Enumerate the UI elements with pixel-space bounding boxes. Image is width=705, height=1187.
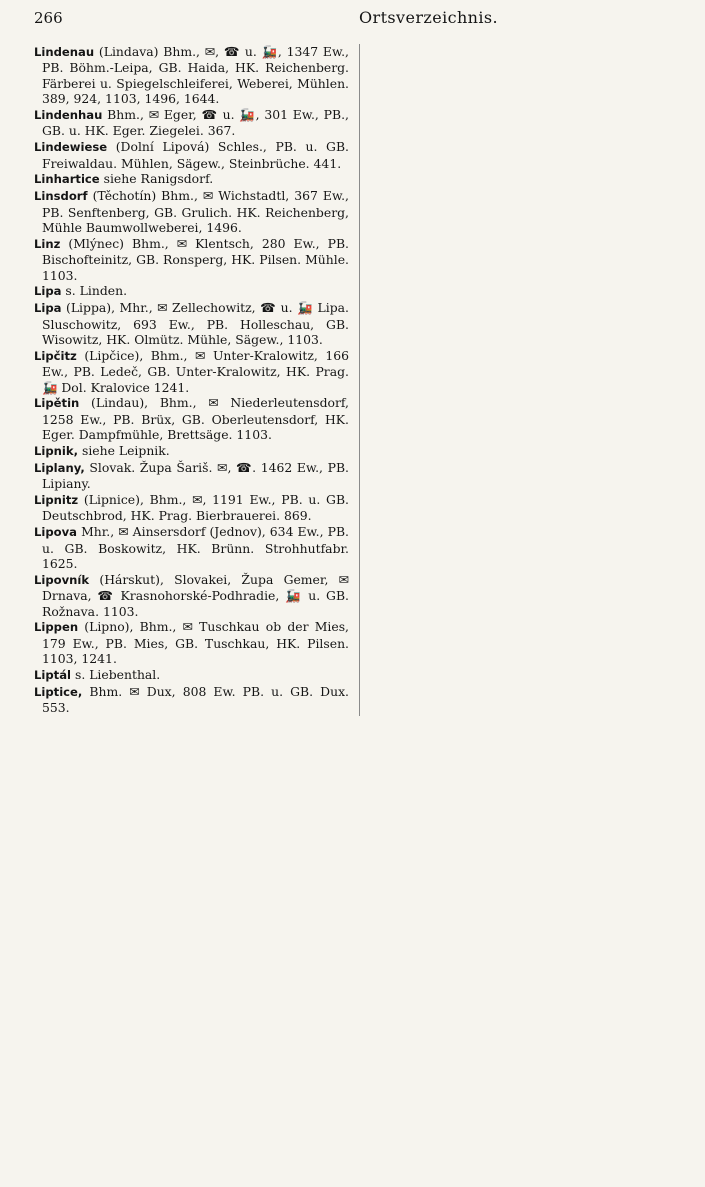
entry-text: (Lindava) Bhm., ✉, ☎ u. 🚂, 1347 Ew., PB. Böhm.-Leipa, GB. Haida, HK. Reichenberg. Färberei u. Spiegelschleiferei, Weberei, Mühlen. 389, 924, 1103, 1496, 1644.	[42, 44, 349, 107]
entry-text: (Dolní Lipová) Schles., PB. u. GB. Freiwaldau. Mühlen, Sägew., Steinbrüche. 441.	[42, 139, 349, 171]
gazetteer-entry	[34, 188, 349, 235]
right-column	[359, 44, 683, 716]
entry-headword: Lipčitz	[34, 348, 77, 363]
entry-text: Mhr., ✉ Ainsersdorf (Jednov), 634 Ew., PB. u. GB. Boskowitz, HK. Brünn. Strohhutfabr. 1625.	[42, 524, 349, 572]
entry-text: (Lipčice), Bhm., ✉ Unter-Kralowitz, 166 Ew., PB. Ledeč, GB. Unter-Kralowitz, HK. Prag. 🚂 Dol. Kralovice 1241.	[42, 347, 349, 395]
gazetteer-entry	[34, 443, 349, 459]
entry-text: (Lindau), Bhm., ✉ Niederleutensdorf, 1258 Ew., PB. Brüx, GB. Oberleutensdorf, HK. Eger. Dampfmühle, Brettsäge. 1103.	[42, 395, 349, 443]
left-column	[34, 44, 349, 716]
gazetteer-entry	[34, 139, 349, 171]
gazetteer-entry	[34, 492, 349, 524]
gazetteer-entry	[34, 395, 349, 442]
gazetteer-entry	[34, 171, 349, 187]
page-number: 266	[34, 9, 63, 27]
gazetteer-entry	[34, 44, 349, 107]
entry-headword: Lindenau	[34, 45, 95, 59]
entry-text: Slovak. Župa Šariš. ✉, ☎. 1462 Ew., PB. Lipiany.	[42, 459, 349, 492]
entry-headword: Liptál	[34, 668, 72, 683]
entry-text: siehe Leipnik.	[78, 443, 170, 459]
entry-headword: Lipa	[34, 301, 62, 316]
entry-text: (Lippa), Mhr., ✉ Zellechowitz, ☎ u. 🚂 Lipa. Sluschowitz, 693 Ew., PB. Holleschau, GB. Wisowitz, HK. Olmütz. Mühle, Sägew., 1103.	[42, 300, 349, 348]
entry-headword: Lipnik,	[34, 444, 79, 459]
entry-text: (Lipno), Bhm., ✉ Tuschkau ob der Mies, 179 Ew., PB. Mies, GB. Tuschkau, HK. Pilsen. 1103, 1241.	[42, 619, 349, 667]
entry-text: Bhm., ✉ Eger, ☎ u. 🚂, 301 Ew., PB., GB. u. HK. Eger. Ziegelei. 367.	[42, 107, 349, 139]
entry-headword: Lippen	[34, 620, 79, 635]
gazetteer-entry	[34, 524, 349, 571]
gazetteer-entry	[34, 619, 349, 666]
gazetteer-entry	[34, 236, 349, 283]
entry-headword: Liplany,	[34, 460, 85, 475]
gazetteer-entry	[34, 460, 349, 492]
entry-headword: Liptice,	[34, 684, 83, 699]
gazetteer-entry	[34, 572, 349, 619]
entry-headword: Lipnitz	[34, 493, 79, 508]
entry-headword: Linsdorf	[34, 189, 88, 204]
entry-headword: Linz	[34, 236, 61, 251]
entry-text: (Hárskut), Slovakei, Župa Gemer, ✉ Drnava, ☎ Krasnohorské-Podhradie, 🚂 u. GB. Rožnava. 1103.	[42, 571, 349, 619]
gazetteer-entry	[34, 348, 349, 395]
entry-text: (Těchotín) Bhm., ✉ Wichstadtl, 367 Ew., PB. Senftenberg, GB. Grulich. HK. Reichenberg, Mühle Baumwollweberei, 1496.	[42, 188, 349, 236]
entry-text: (Lipnice), Bhm., ✉, 1191 Ew., PB. u. GB. Deutschbrod, HK. Prag. Bierbrauerei. 869.	[42, 492, 349, 524]
page-header	[34, 8, 683, 42]
gazetteer-entry	[34, 107, 349, 139]
entry-text: s. Liebenthal.	[71, 667, 161, 683]
gazetteer-entry	[34, 667, 349, 683]
entry-headword: Lindenhau	[34, 108, 103, 123]
entry-text: s. Linden.	[61, 283, 128, 299]
entry-text: Bhm. ✉ Dux, 808 Ew. PB. u. GB. Dux. 553.	[42, 683, 349, 716]
page-title: Ortsverzeichnis.	[359, 8, 498, 27]
gazetteer-entry	[34, 283, 349, 299]
entry-headword: Linhartice	[34, 172, 100, 187]
entry-text: siehe Ranigsdorf.	[99, 171, 214, 187]
gazetteer-entry	[34, 300, 349, 347]
entry-headword: Lipovník	[34, 572, 90, 587]
entry-headword: Lipa	[34, 284, 62, 299]
entry-text: (Mlýnec) Bhm., ✉ Klentsch, 280 Ew., PB. Bischofteinitz, GB. Ronsperg, HK. Pilsen. Mühle. 1103.	[42, 235, 349, 283]
entry-headword: Lipova	[34, 525, 78, 540]
columns	[34, 44, 683, 716]
gazetteer-entry	[34, 684, 349, 716]
entry-headword: Lindewiese	[34, 140, 108, 155]
entry-headword: Lipětin	[34, 396, 80, 411]
